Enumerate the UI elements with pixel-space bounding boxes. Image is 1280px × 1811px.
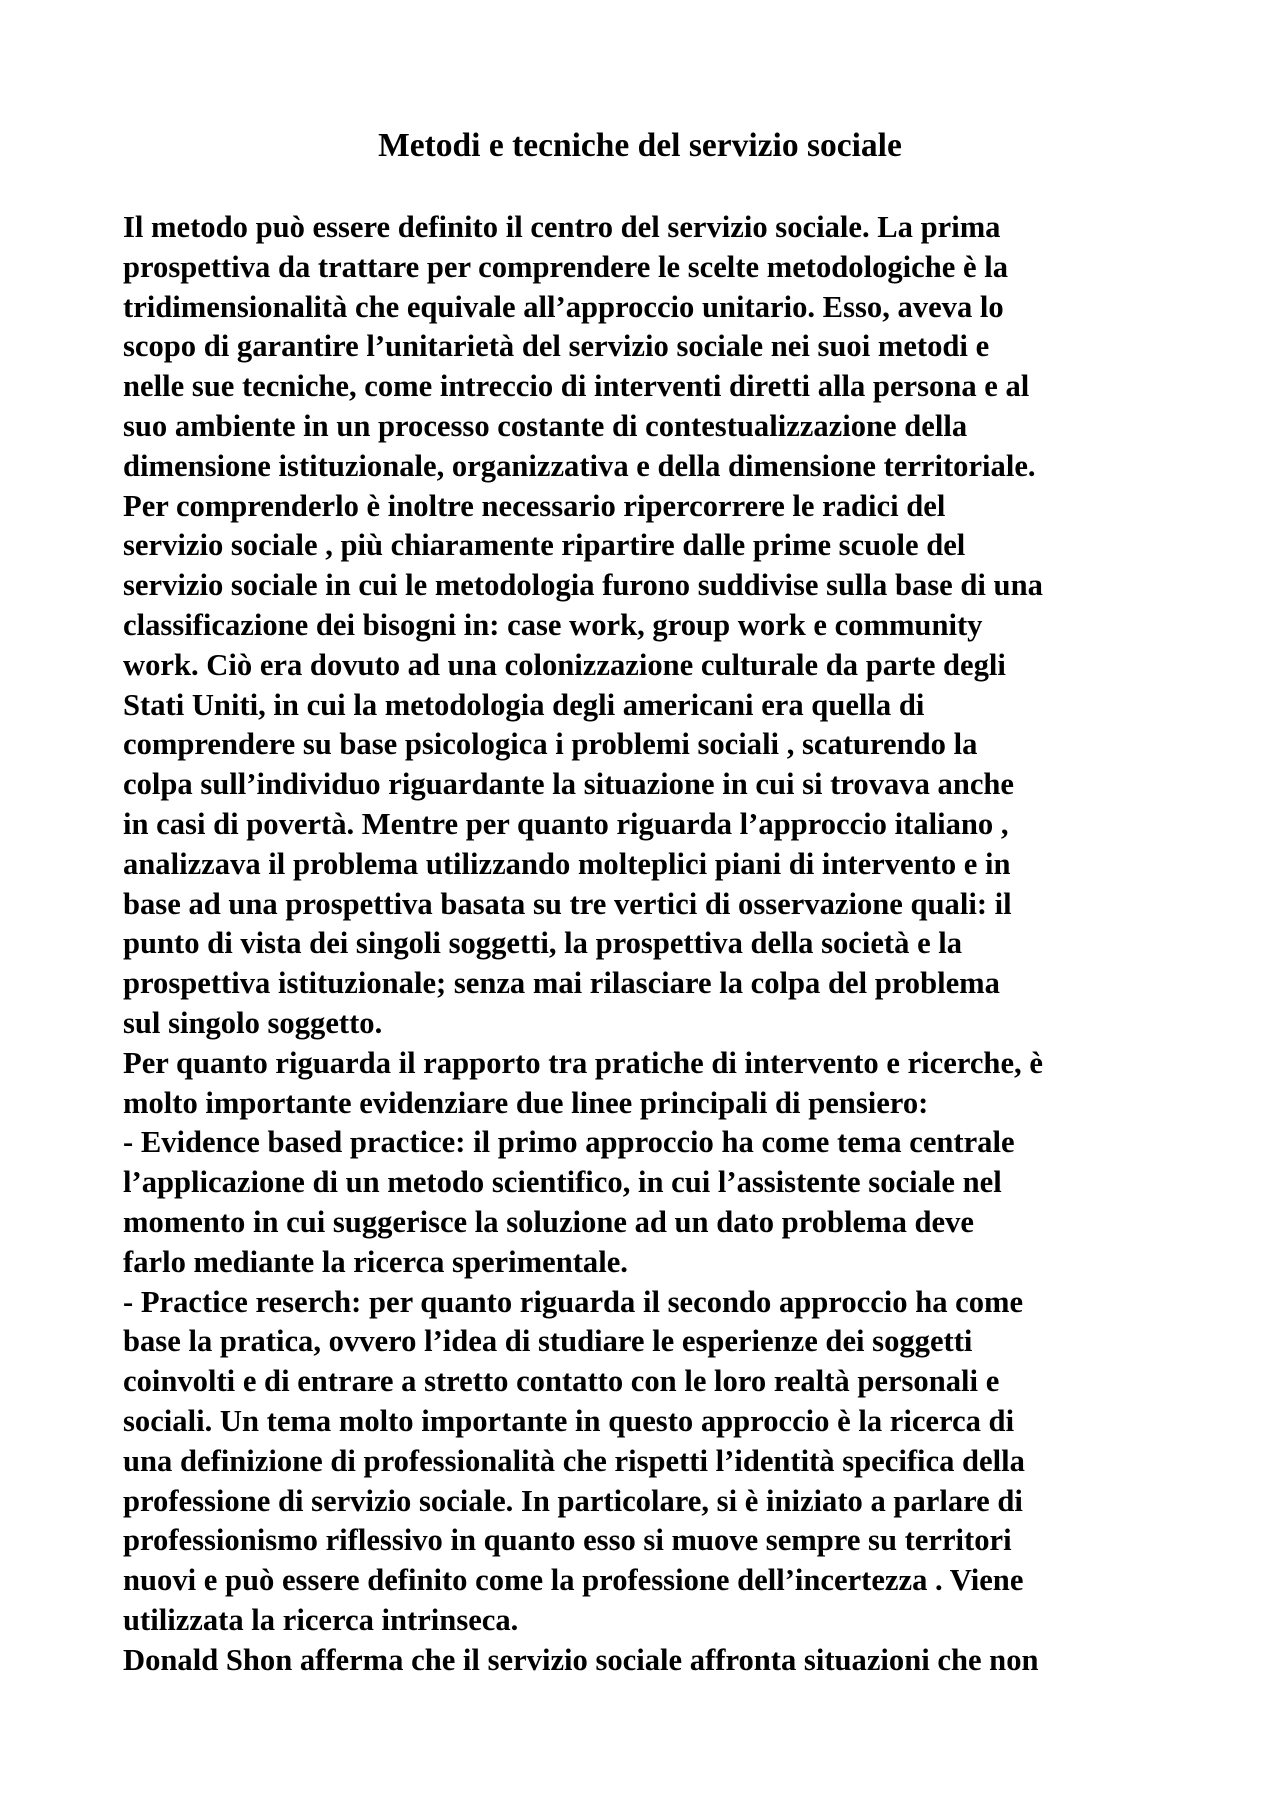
- text-line: una definizione di professionalità che rispetti l’identità specifica della: [123, 1443, 1025, 1478]
- text-line: dimensione istituzionale, organizzativa e della dimensione territoriale.: [123, 448, 1036, 483]
- text-line: farlo mediante la ricerca sperimentale.: [123, 1244, 628, 1279]
- text-line: nelle sue tecniche, come intreccio di interventi diretti alla persona e al: [123, 369, 1030, 404]
- text-line: in casi di povertà. Mentre per quanto riguarda l’approccio italiano ,: [123, 806, 1009, 841]
- text-line: molto importante evidenziare due linee principali di pensiero:: [123, 1085, 929, 1120]
- text-line: nuovi e può essere definito come la professione dell’incertezza . Viene: [123, 1563, 1024, 1598]
- text-line: servizio sociale , più chiaramente ripartire dalle prime scuole del: [123, 528, 966, 563]
- text-line: Per comprenderlo è inoltre necessario ripercorrere le radici del: [123, 488, 946, 523]
- text-line: classificazione dei bisogni in: case work, group work e community: [123, 607, 983, 642]
- document-body: [123, 208, 1203, 1680]
- text-line: sociali. Un tema molto importante in questo approccio è la ricerca di: [123, 1403, 1015, 1438]
- text-line: base la pratica, ovvero l’idea di studiare le esperienze dei soggetti: [123, 1324, 973, 1359]
- text-line: professionismo riflessivo in quanto esso si muove sempre su territori: [123, 1523, 1012, 1558]
- text-line: Il metodo può essere definito il centro del servizio sociale. La prima: [123, 210, 1001, 244]
- text-line: Stati Uniti, in cui la metodologia degli americani era quella di: [123, 687, 925, 722]
- text-line: utilizzata la ricerca intrinseca.: [123, 1602, 519, 1637]
- page-title: Metodi e tecniche del servizio sociale: [378, 127, 902, 164]
- text-line: servizio sociale in cui le metodologia furono suddivise sulla base di una: [123, 568, 1043, 603]
- text-line: l’applicazione di un metodo scientifico, in cui l’assistente sociale nel: [123, 1165, 1002, 1200]
- text-line: coinvolti e di entrare a stretto contatto con le loro realtà personali e: [123, 1364, 1000, 1399]
- text-line: base ad una prospettiva basata su tre vertici di osservazione quali: il: [123, 886, 1012, 921]
- text-line: professione di servizio sociale. In particolare, si è iniziato a parlare di: [123, 1483, 1023, 1518]
- text-line: punto di vista dei singoli soggetti, la prospettiva della società e la: [123, 926, 963, 961]
- text-line: momento in cui suggerisce la soluzione ad un dato problema deve: [123, 1204, 974, 1239]
- text-line: suo ambiente in un processo costante di contestualizzazione della: [123, 408, 968, 443]
- text-line: analizzava il problema utilizzando molteplici piani di intervento e in: [123, 846, 1011, 881]
- text-line: Per quanto riguarda il rapporto tra pratiche di intervento e ricerche, è: [123, 1045, 1043, 1080]
- text-line: scopo di garantire l’unitarietà del servizio sociale nei suoi metodi e: [123, 329, 990, 364]
- text-line: comprendere su base psicologica i problemi sociali , scaturendo la: [123, 727, 978, 762]
- text-line: tridimensionalità che equivale all’approccio unitario. Esso, aveva lo: [123, 289, 1004, 324]
- text-line: sul singolo soggetto.: [123, 1005, 383, 1040]
- text-line: prospettiva istituzionale; senza mai rilasciare la colpa del problema: [123, 966, 1000, 1001]
- text-line: Donald Shon afferma che il servizio sociale affronta situazioni che non: [123, 1642, 1039, 1677]
- text-line: prospettiva da trattare per comprendere le scelte metodologiche è la: [123, 249, 1009, 284]
- list-item-line: - Practice reserch: per quanto riguarda il secondo approccio ha come: [123, 1284, 1024, 1319]
- text-line: work. Ciò era dovuto ad una colonizzazione culturale da parte degli: [123, 647, 1006, 682]
- text-line: colpa sull’individuo riguardante la situazione in cui si trovava anche: [123, 767, 1015, 802]
- list-item-line: - Evidence based practice: il primo approccio ha come tema centrale: [123, 1125, 1015, 1160]
